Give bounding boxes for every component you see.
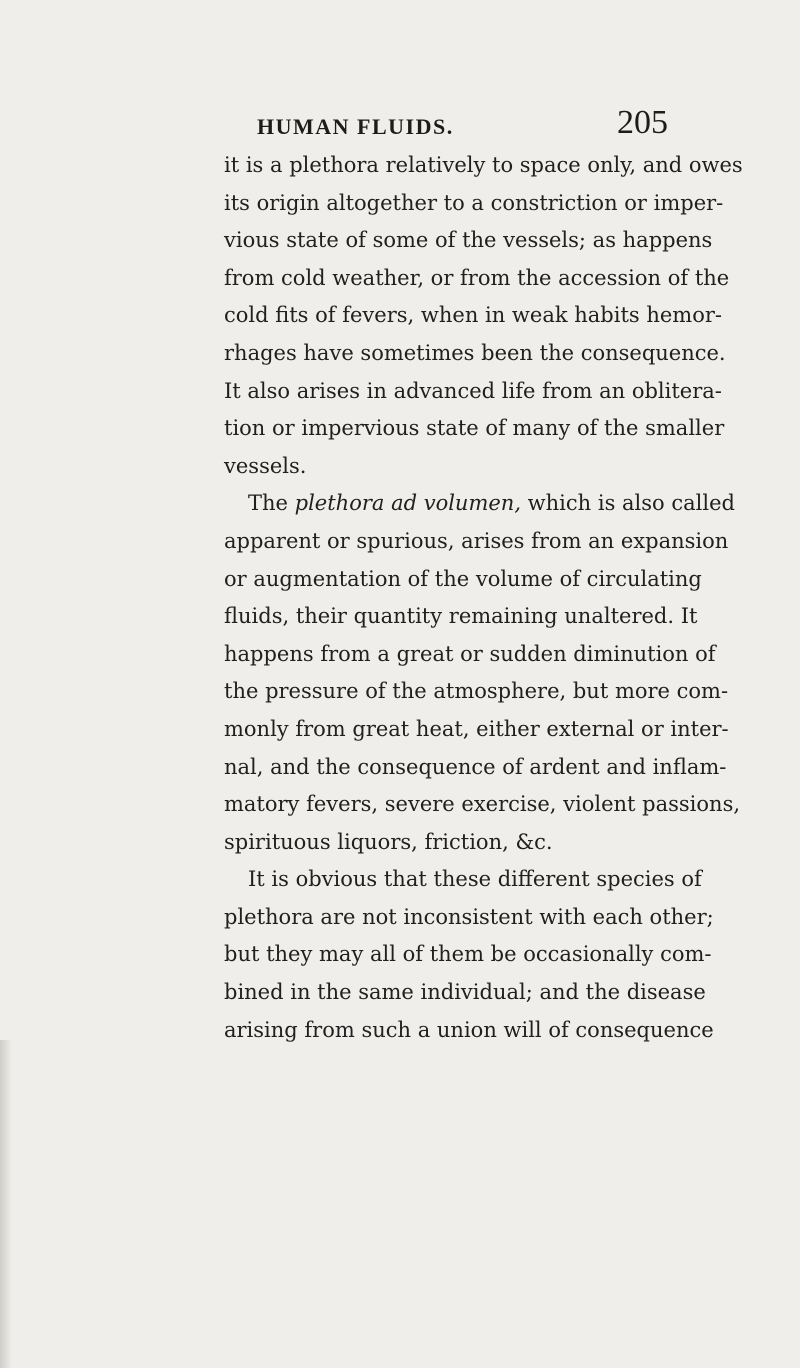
text-line: its origin altogether to a constriction or imper-	[224, 190, 724, 215]
text-line: rhages have sometimes been the consequence.	[224, 340, 726, 365]
text-line: matory fevers, severe exercise, violent passions,	[224, 792, 741, 817]
paragraph-start-line: It is obvious that these different species of	[248, 867, 702, 892]
line-prefix: The	[248, 491, 295, 516]
text-line: It also arises in advanced life from an oblitera-	[224, 378, 722, 403]
line-suffix: which is also called	[521, 491, 735, 516]
body-text	[224, 147, 743, 1049]
italic-term: plethora ad volumen,	[294, 491, 521, 516]
text-line: but they may all of them be occasionally com-	[224, 942, 712, 967]
text-line: fluids, their quantity remaining unaltered. It	[224, 604, 698, 629]
running-head	[0, 100, 800, 140]
text-line: happens from a great or sudden diminution of	[224, 641, 716, 666]
page-number: 205	[617, 104, 668, 141]
text-line: cold fits of fevers, when in weak habits hemor-	[224, 303, 722, 328]
text-line: tion or impervious state of many of the smaller	[224, 416, 725, 441]
page-edge-shadow	[0, 1040, 12, 1368]
text-line: spirituous liquors, friction, &c.	[224, 829, 553, 854]
text-line: or augmentation of the volume of circulating	[224, 566, 702, 591]
text-line: apparent or spurious, arises from an expansion	[224, 528, 729, 553]
paragraph-start-line	[224, 485, 735, 523]
text-line: it is a plethora relatively to space only, and owes	[224, 153, 743, 177]
text-line: vessels.	[224, 453, 307, 478]
text-line: arising from such a union will of consequence	[224, 1017, 714, 1042]
running-title: HUMAN FLUIDS.	[257, 114, 454, 139]
text-line: nal, and the consequence of ardent and inflam-	[224, 754, 727, 779]
text-line: vious state of some of the vessels; as happens	[224, 228, 713, 253]
text-line: bined in the same individual; and the disease	[224, 980, 706, 1005]
text-line: plethora are not inconsistent with each other;	[224, 904, 714, 929]
text-line: monly from great heat, either external or inter-	[224, 716, 729, 741]
text-line: the pressure of the atmosphere, but more com-	[224, 679, 729, 704]
text-line: from cold weather, or from the accession of the	[224, 265, 730, 290]
